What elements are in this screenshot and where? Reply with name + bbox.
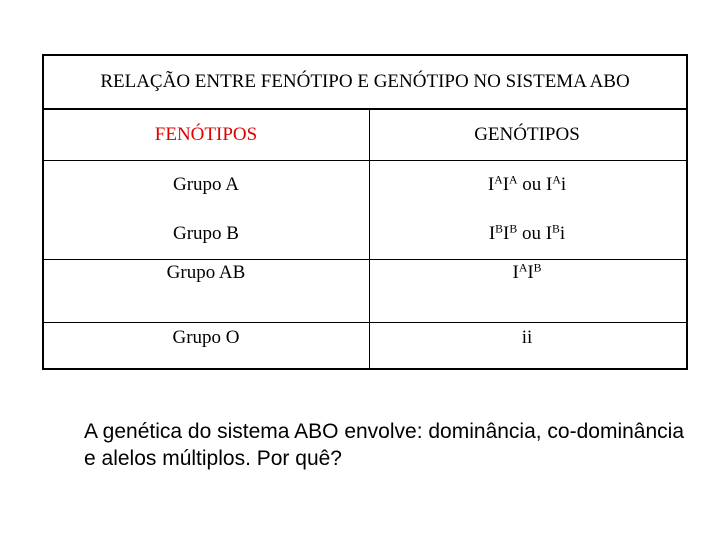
- allele-superscript: A: [552, 173, 561, 187]
- phenotype-cell: Grupo AB: [166, 262, 246, 283]
- genotype-cell: [368, 260, 686, 322]
- allele-superscript: B: [533, 261, 542, 275]
- table-row-o: [44, 323, 686, 353]
- allele-superscript: B: [509, 222, 518, 236]
- table-row-ab: [44, 260, 686, 322]
- genotype-notation: [522, 327, 533, 349]
- allele-symbol: ou: [517, 174, 547, 195]
- genotype-cell: [368, 161, 686, 209]
- allele-superscript: B: [495, 222, 503, 236]
- genotype-cell: [368, 209, 686, 259]
- allele-superscript: B: [552, 222, 560, 236]
- allele-symbol: ou: [517, 223, 546, 244]
- header-row: [44, 110, 686, 160]
- allele-superscript: A: [509, 173, 518, 187]
- allele-superscript: A: [494, 173, 503, 187]
- phenotype-cell: Grupo O: [172, 327, 240, 348]
- allele-symbol: I: [546, 174, 553, 195]
- allele-symbol: i: [560, 174, 567, 195]
- genotype-cell: [368, 323, 686, 353]
- phenotypes-header: FENÓTIPOS: [154, 124, 258, 145]
- allele-superscript: A: [518, 261, 528, 275]
- allele-symbol: I: [502, 174, 510, 195]
- allele-symbol: ii: [521, 327, 533, 348]
- table-title: RELAÇÃO ENTRE FENÓTIPO E GENÓTIPO NO SISTEMA ABO: [44, 56, 686, 110]
- genotype-notation: [512, 262, 541, 284]
- table-row-a: [44, 161, 686, 209]
- allele-symbol: I: [488, 223, 496, 244]
- allele-symbol: I: [503, 223, 510, 244]
- allele-symbol: i: [559, 223, 566, 244]
- allele-symbol: I: [512, 262, 519, 283]
- phenotype-cell: Grupo A: [173, 174, 239, 195]
- allele-symbol: I: [545, 223, 553, 244]
- allele-symbol: I: [527, 262, 534, 283]
- abo-table: [42, 54, 688, 370]
- genotype-notation: [488, 174, 566, 196]
- genotypes-header: GENÓTIPOS: [474, 124, 580, 145]
- phenotype-cell: Grupo B: [173, 223, 239, 244]
- table-row-b: [44, 209, 686, 259]
- question-caption: A genética do sistema ABO envolve: dominância, co-dominância e alelos múltiplos. Por quê?: [84, 420, 685, 470]
- genotype-notation: [489, 223, 565, 245]
- allele-symbol: I: [487, 174, 495, 195]
